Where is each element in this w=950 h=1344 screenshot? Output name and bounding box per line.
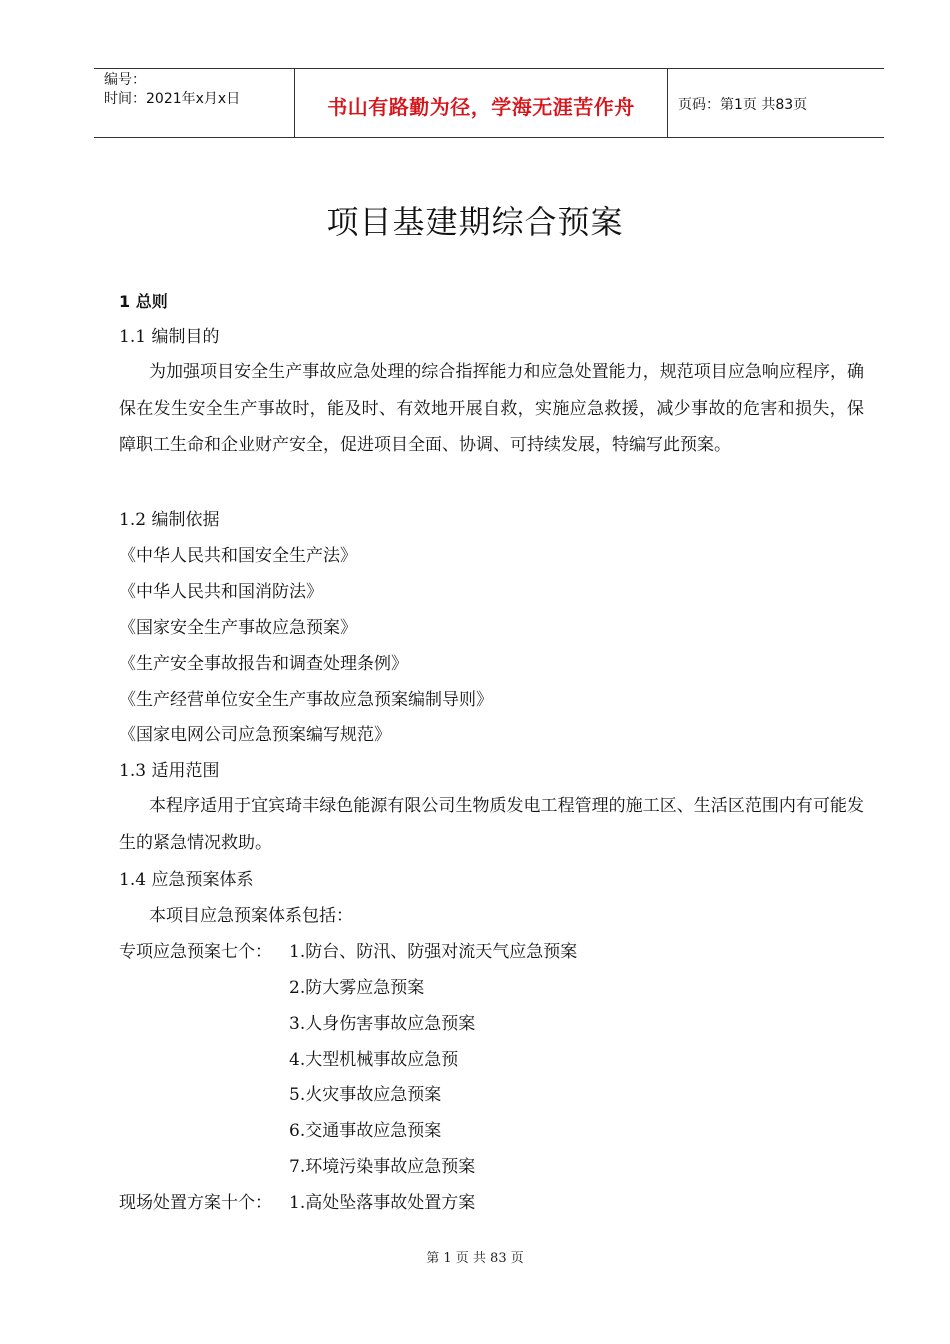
subsection-1-4: 1.4 应急预案体系 [119, 870, 254, 890]
special-plan-item: 2.防大雾应急预案 [289, 978, 425, 998]
document-title: 项目基建期综合预案 [326, 203, 624, 241]
special-plan-item: 4.大型机械事故应急预 [289, 1050, 459, 1070]
header-meta-cell [94, 69, 295, 137]
reference-item: 《生产经营单位安全生产事故应急预案编制导则》 [119, 690, 493, 710]
reference-item: 《国家电网公司应急预案编写规范》 [119, 725, 391, 745]
reference-item: 《中华人民共和国消防法》 [119, 582, 323, 602]
paragraph-system-intro: 本项目应急预案体系包括： [149, 906, 353, 926]
subsection-1-2: 1.2 编制依据 [119, 510, 220, 530]
paragraph-purpose: 为加强项目安全生产事故应急处理的综合指挥能力和应急处置能力，规范项目应急响应程序，确保在发生安全生产事故时，能及时、有效地开展自救，实施应急救援，减少事故的危害和损失，保障职工生命和企业财产安全，促进项目全面、协调、可持续发展，特编写此预案。 [119, 362, 864, 455]
paragraph-scope: 本程序适用于宜宾琦丰绿色能源有限公司生物质发电工程管理的施工区、生活区范围内有可能发生的紧急情况救助。 [119, 796, 864, 853]
special-plan-item: 3.人身伤害事故应急预案 [289, 1014, 476, 1034]
document-number-label: 编号： [104, 72, 146, 88]
header-motto: 书山有路勤为径，学海无涯苦作舟 [327, 95, 635, 119]
onsite-plan-item: 1.高处坠落事故处置方案 [289, 1193, 476, 1213]
reference-item: 《生产安全事故报告和调查处理条例》 [119, 654, 408, 674]
special-plan-item: 6.交通事故应急预案 [289, 1121, 442, 1141]
special-plan-item: 5.火灾事故应急预案 [289, 1085, 442, 1105]
subsection-1-1: 1.1 编制目的 [119, 327, 220, 347]
section-heading-1: 1 总则 [119, 292, 168, 311]
special-plan-item: 1.防台、防汛、防强对流天气应急预案 [289, 942, 578, 962]
special-plan-item: 7.环境污染事故应急预案 [289, 1157, 476, 1177]
header-motto-cell [295, 69, 668, 137]
page-footer: 第 1 页 共 83 页 [426, 1251, 524, 1266]
header-page-cell [668, 69, 884, 137]
document-header [94, 68, 884, 138]
header-page-label: 页码：第1页 共83页 [678, 97, 808, 113]
document-time-label: 时间：2021年x月x日 [104, 91, 241, 107]
subsection-1-3: 1.3 适用范围 [119, 761, 220, 781]
special-plans-label: 专项应急预案七个： [119, 942, 272, 962]
reference-item: 《国家安全生产事故应急预案》 [119, 618, 357, 638]
reference-item: 《中华人民共和国安全生产法》 [119, 546, 357, 566]
onsite-plans-label: 现场处置方案十个： [119, 1193, 272, 1213]
